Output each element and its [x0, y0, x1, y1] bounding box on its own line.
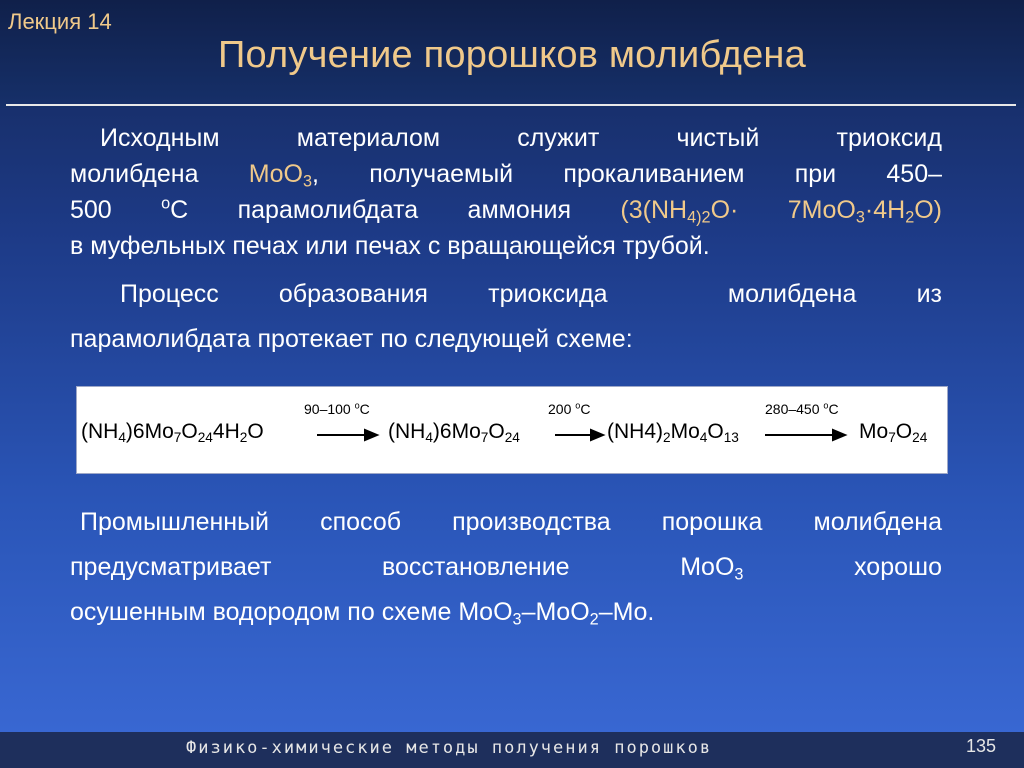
page-number: 135: [966, 736, 997, 756]
formula-paramolybdate: ($3(NH_{4)2}O\cdot 7MoO_3\cdot 4H_2O)$: [620, 196, 943, 227]
condition-3: 280–450 $^o$C: [765, 400, 839, 417]
paragraph1-line2: молибдена MoO$_3$, получаемый прокаливанием при 450–: [70, 160, 943, 191]
paragraph-source-material: [70, 120, 942, 264]
slide-title: Получение порошков молибдена: [218, 34, 806, 76]
paragraph2-line2: парамолибдата протекает по следующей схеме:: [70, 325, 633, 353]
paragraph3-line1: Промышленный способ производства порошка молибдена: [80, 508, 942, 536]
arrow-2-head: [591, 430, 603, 440]
condition-1: 90–100 $^o$C: [304, 400, 370, 417]
lecture-label: Лекция 14: [8, 9, 112, 34]
paragraph-process: [70, 272, 942, 362]
arrow-3-head: [833, 430, 845, 440]
condition-2: 200 $^o$C: [548, 400, 591, 417]
paragraph3-line3: осушенным водородом по схеме MoO$_3$–MoO$_2$–Mo.: [70, 598, 655, 629]
footer-title: Физико-химические методы получения порошков: [186, 738, 713, 758]
species-3: $(NH4)_2Mo_4O_{13}$: [607, 420, 739, 445]
paragraph-industrial: [70, 500, 942, 635]
paragraph2-line1: Процесс образования триоксида молибдена из: [120, 280, 942, 308]
formula-moo3: MoO$_3$: [248, 160, 312, 191]
species-4: $Mo_7O_{24}$: [859, 420, 928, 445]
paragraph1-line1: Исходным материалом служит чистый триоксид: [100, 124, 942, 152]
paragraph3-line2: предусматривает восстановление MoO$_3$ хорошо: [70, 553, 942, 584]
paragraph1-line4: в муфельных печах или печах с вращающейся трубой.: [70, 232, 710, 260]
reaction-scheme: [76, 386, 948, 474]
species-1: $(NH_4)6Mo_7O_{24}4H_2O$: [81, 420, 264, 445]
paragraph1-line3: 500 $^o$C парамолибдата аммония ($3(NH_{4)2}O\cdot 7MoO_3\cdot 4H_2O)$: [70, 194, 943, 227]
title-divider: [6, 104, 1016, 106]
arrow-1-head: [365, 430, 377, 440]
species-2: $(NH_4)6Mo_7O_{24}$: [388, 420, 520, 445]
